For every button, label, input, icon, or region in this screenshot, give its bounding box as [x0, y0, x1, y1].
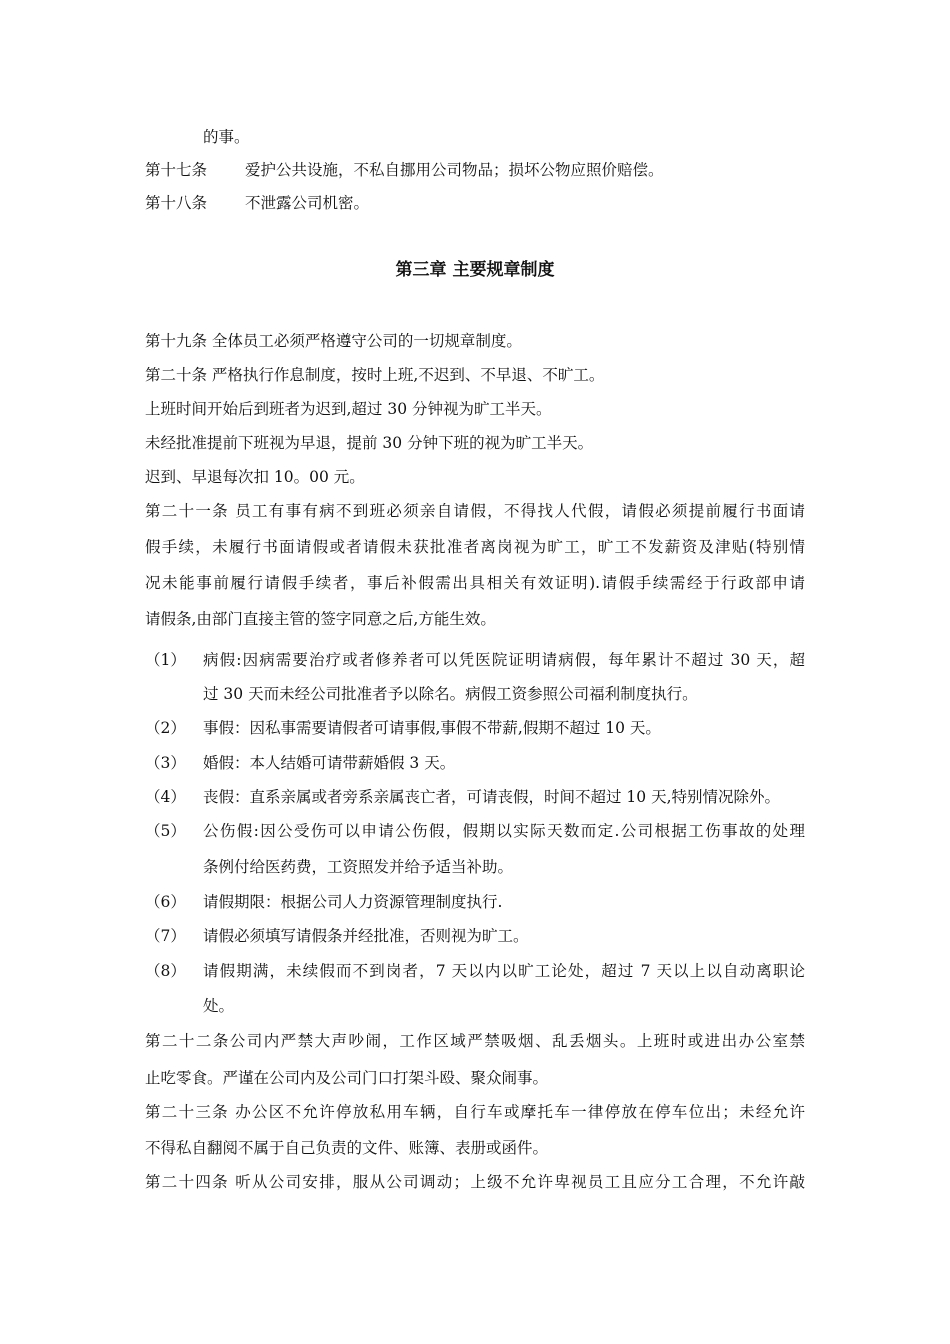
penalty-rule: 迟到、早退每次扣 10。00 元。 [145, 468, 365, 486]
leave-item-text: 条例付给医药费，工资照发并给予适当补助。 [203, 858, 514, 876]
article-20: 第二十条 严格执行作息制度，按时上班,不迟到、不早退、不旷工。 [145, 366, 605, 384]
leave-item-text: 事假：因私事需要请假者可请事假,事假不带薪,假期不超过 10 天。 [203, 719, 661, 737]
leave-item-text: 公伤假:因公受伤可以申请公伤假，假期以实际天数而定.公司根据工伤事故的处理 [203, 822, 805, 840]
early-leave-rule: 未经批准提前下班视为早退，提前 30 分钟下班的视为旷工半天。 [145, 434, 594, 452]
article-23-line: 不得私自翻阅不属于自己负责的文件、账簿、表册或函件。 [145, 1139, 549, 1157]
leave-item-number: （3） [145, 754, 186, 772]
article-21-line: 请假条,由部门直接主管的签字同意之后,方能生效。 [145, 610, 496, 628]
leave-item-text: 婚假：本人结婚可请带薪婚假 3 天。 [203, 754, 456, 772]
article-24-line: 第二十四条 听从公司安排，服从公司调动；上级不允许卑视员工且应分工合理，不允许敲 [145, 1173, 805, 1191]
leave-item-text: 过 30 天而未经公司批准者予以除名。病假工资参照公司福利制度执行。 [203, 685, 698, 703]
leave-item-number: （2） [145, 719, 186, 737]
late-rule: 上班时间开始后到班者为迟到,超过 30 分钟视为旷工半天。 [145, 400, 552, 418]
leave-item-number: （8） [145, 962, 186, 980]
article-21-line: 假手续，未履行书面请假或者请假未获批准者离岗视为旷工，旷工不发薪资及津贴(特别情 [145, 538, 805, 556]
article-18-label: 第十八条 [145, 194, 208, 212]
leave-item-text: 处。 [203, 997, 235, 1015]
article-22-line: 止吃零食。严谨在公司内及公司门口打架斗殴、聚众闹事。 [145, 1069, 549, 1087]
continuation-line: 的事。 [203, 128, 250, 146]
leave-item-text: 请假期限：根据公司人力资源管理制度执行. [203, 893, 503, 911]
leave-item-text: 请假期满，未续假而不到岗者，7 天以内以旷工论处，超过 7 天以上以自动离职论 [203, 962, 805, 980]
chapter-title: 第三章 主要规章制度 [395, 260, 555, 280]
article-22-line: 第二十二条公司内严禁大声吵闹，工作区域严禁吸烟、乱丢烟头。上班时或进出办公室禁 [145, 1032, 805, 1050]
leave-item-text: 请假必须填写请假条并经批准，否则视为旷工。 [203, 927, 529, 945]
article-21-line: 第二十一条 员工有事有病不到班必须亲自请假，不得找人代假，请假必须提前履行书面请 [145, 502, 805, 520]
leave-item-number: （4） [145, 788, 186, 806]
article-17-label: 第十七条 [145, 161, 208, 179]
article-19: 第十九条 全体员工必须严格遵守公司的一切规章制度。 [145, 332, 522, 350]
leave-item-number: （6） [145, 893, 186, 911]
leave-item-number: （7） [145, 927, 186, 945]
article-17-text: 爱护公共设施，不私自挪用公司物品；损坏公物应照价赔偿。 [245, 161, 664, 179]
article-21-line: 况未能事前履行请假手续者，事后补假需出具相关有效证明).请假手续需经于行政部申请 [145, 574, 805, 592]
article-23-line: 第二十三条 办公区不允许停放私用车辆，自行车或摩托车一律停放在停车位出；未经允许 [145, 1103, 805, 1121]
leave-item-number: （1） [145, 651, 186, 669]
leave-item-number: （5） [145, 822, 186, 840]
article-18-text: 不泄露公司机密。 [245, 194, 370, 212]
leave-item-text: 丧假：直系亲属或者旁系亲属丧亡者，可请丧假，时间不超过 10 天,特别情况除外。 [203, 788, 781, 806]
leave-item-text: 病假:因病需要治疗或者修养者可以凭医院证明请病假，每年累计不超过 30 天，超 [203, 651, 805, 669]
